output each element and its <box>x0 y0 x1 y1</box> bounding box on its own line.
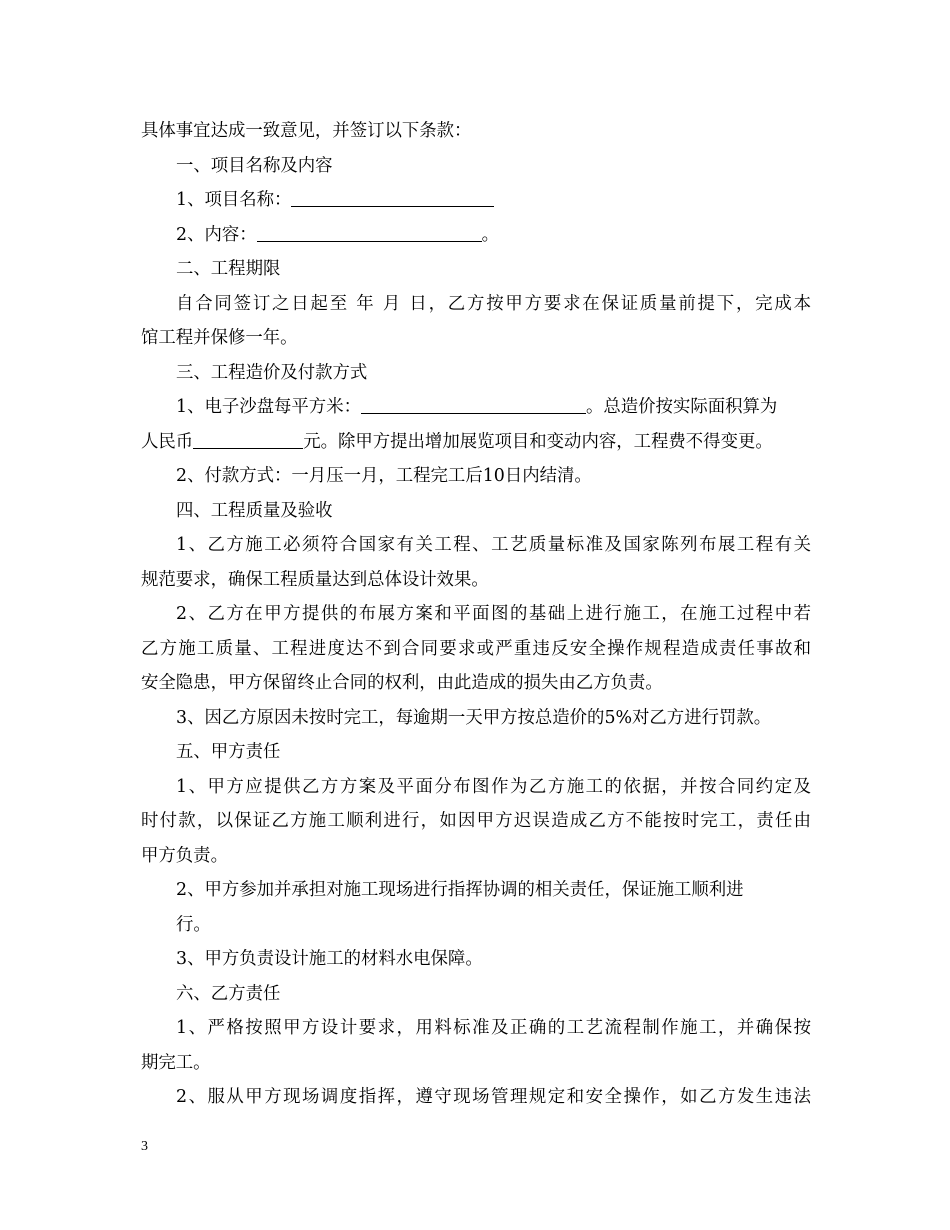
page-number: 3 <box>141 1139 148 1154</box>
text-line: 1、甲方应提供乙方方案及平面分布图作为乙方施工的依据，并按合同约定及 <box>176 776 811 797</box>
text-line: 1、严格按照甲方设计要求，用料标准及正确的工艺流程制作施工，并确保按 <box>176 1018 811 1038</box>
text-line: 2、甲方参加并承担对施工现场进行指挥协调的相关责任，保证施工顺利进 <box>176 880 744 900</box>
text-line <box>141 425 811 460</box>
field-label: 2、内容： <box>176 224 257 245</box>
section-heading: 五、甲方责任 <box>176 742 281 762</box>
section-heading: 二、工程期限 <box>176 259 281 279</box>
text-line: 馆工程并保修一年。 <box>141 328 298 348</box>
section-heading: 四、工程质量及验收 <box>176 500 333 521</box>
text-fragment: 。 <box>481 224 500 245</box>
text-line: 2、付款方式：一月压一月，工程完工后10日内结清。 <box>176 466 592 486</box>
field-label: 1、电子沙盘每平方米： <box>176 397 361 417</box>
text-line <box>141 183 811 218</box>
total-amount-blank <box>193 426 303 449</box>
section-heading: 一、项目名称及内容 <box>176 155 333 176</box>
text-line: 1、乙方施工必须符合国家有关工程、工艺质量标准及国家陈列布展工程有关 <box>176 535 811 555</box>
text-line: 甲方负责。 <box>141 845 228 866</box>
project-name-blank <box>291 184 494 207</box>
text-line: 3、因乙方原因未按时完工，每逾期一天甲方按总造价的5%对乙方进行罚款。 <box>176 707 772 728</box>
text-line: 2、服从甲方现场调度指挥，遵守现场管理规定和安全操作，如乙方发生违法 <box>176 1087 811 1107</box>
document-body <box>141 114 811 1115</box>
field-label: 1、项目名称： <box>176 190 292 210</box>
text-line: 乙方施工质量、工程进度达不到合同要求或严重违反安全操作规程造成责任事故和 <box>141 638 811 659</box>
text-line: 规范要求，确保工程质量达到总体设计效果。 <box>141 569 489 590</box>
text-line: 3、甲方负责设计施工的材料水电保障。 <box>176 949 483 969</box>
text-line: 自合同签订之日起至 年 月 日，乙方按甲方要求在保证质量前提下，完成本 <box>176 293 811 314</box>
field-label: 人民币 <box>141 431 194 452</box>
text-line <box>141 218 811 253</box>
text-line: 期完工。 <box>141 1052 211 1073</box>
text-line: 安全隐患，甲方保留终止合同的权利，由此造成的损失由乙方负责。 <box>141 673 663 693</box>
section-heading: 六、乙方责任 <box>176 983 281 1004</box>
text-line: 具体事宜达成一致意见，并签订以下条款： <box>141 121 472 141</box>
text-line: 时付款，以保证乙方施工顺利进行，如因甲方迟误造成乙方不能按时完工，责任由 <box>141 811 811 831</box>
section-heading: 三、工程造价及付款方式 <box>176 362 368 383</box>
text-fragment: 元。除甲方提出增加展览项目和变动内容，工程费不得变更。 <box>303 431 773 452</box>
content-blank <box>257 219 482 242</box>
text-fragment: 。总造价按实际面积算为 <box>585 397 778 417</box>
text-line: 2、乙方在甲方提供的布展方案和平面图的基础上进行施工，在施工过程中若 <box>176 604 811 624</box>
text-line <box>141 390 811 425</box>
unit-price-blank <box>361 391 586 414</box>
text-line: 行。 <box>176 914 211 935</box>
